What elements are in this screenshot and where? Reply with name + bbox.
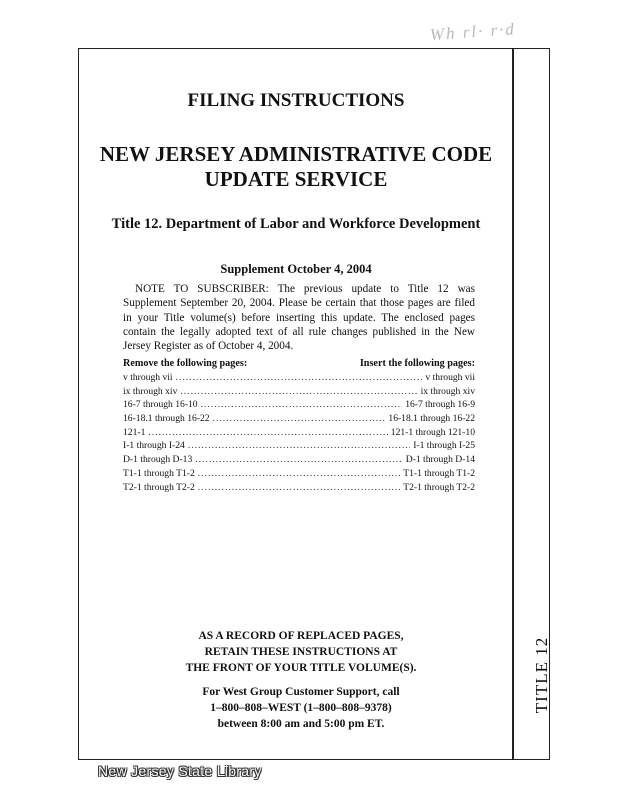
table-row [123, 482, 475, 496]
insert-pages: v through vii [425, 372, 475, 383]
handwritten-mark: Wh rl· r·d [429, 19, 517, 45]
insert-pages: T1-1 through T1-2 [403, 467, 475, 479]
table-row [123, 399, 475, 413]
remove-pages: v through vii [123, 372, 173, 383]
remove-pages: 16-7 through 16-10 [123, 399, 198, 411]
dot-leader [198, 482, 400, 493]
dot-leader [213, 413, 386, 424]
code-heading-line-1: NEW JERSEY ADMINISTRATIVE CODE [99, 142, 493, 166]
supplement-date: Supplement October 4, 2004 [220, 262, 372, 276]
insert-pages: 121-1 through 121-10 [390, 426, 475, 438]
table-row [123, 427, 475, 441]
insert-pages: T2-1 through T2-2 [403, 481, 475, 493]
table-row [123, 468, 475, 482]
library-stamp: New Jersey State Library [98, 763, 262, 779]
table-row [123, 386, 475, 400]
support-line: 1–800–808–WEST (1–800–808–9378) [210, 702, 392, 714]
support-line: For West Group Customer Support, call [202, 686, 400, 698]
table-row [123, 440, 475, 454]
remove-pages: T2-1 through T2-2 [123, 481, 195, 493]
dot-leader [195, 454, 402, 465]
dot-leader [198, 468, 400, 479]
table-row [123, 454, 475, 468]
title-tab-label: TITLE 12 [532, 636, 552, 714]
title-heading: Title 12. Department of Labor and Workforce Development [111, 216, 481, 232]
remove-column-header: Remove the following pages: [123, 358, 248, 369]
pages-table-header [123, 358, 475, 372]
support-line: between 8:00 am and 5:00 pm ET. [217, 718, 385, 730]
dot-leader [148, 427, 387, 438]
remove-pages: T1-1 through T1-2 [123, 467, 195, 479]
insert-column-header: Insert the following pages: [359, 358, 475, 369]
remove-pages: D-1 through D-13 [123, 454, 193, 466]
insert-pages: ix through xiv [420, 385, 475, 397]
table-row [123, 372, 475, 386]
record-line: THE FRONT OF YOUR TITLE VOLUME(S). [185, 662, 417, 674]
record-line: AS A RECORD OF REPLACED PAGES, [198, 630, 404, 642]
dot-leader [201, 399, 403, 410]
remove-pages: ix through xiv [123, 385, 178, 397]
dot-leader [180, 386, 417, 397]
insert-pages: 16-7 through 16-9 [405, 399, 475, 411]
title-tab [530, 600, 554, 750]
dot-leader [188, 440, 410, 451]
note-to-subscriber: NOTE TO SUBSCRIBER: The previous update to Title 12 was Supplement September 20, 2004. Please be certain that those pages are filed in your Title volume(s) before inserting this update. The enclosed pages contain the legally adopted text of all rule changes published in the New Jersey Register as of October 4, 2004. [123, 283, 475, 353]
pages-table [123, 358, 475, 495]
table-row [123, 413, 475, 427]
insert-pages: 16-18.1 through 16-22 [388, 413, 475, 425]
dot-leader [176, 372, 423, 383]
pages-table-rows [123, 372, 475, 495]
remove-pages: 121-1 [123, 426, 146, 438]
remove-pages: I-1 through I-24 [123, 440, 185, 452]
insert-pages: I-1 through I-25 [413, 440, 475, 452]
insert-pages: D-1 through D-14 [405, 454, 475, 466]
tab-divider-line [512, 48, 514, 760]
record-instructions [150, 628, 452, 676]
remove-pages: 16-18.1 through 16-22 [123, 413, 210, 425]
record-line: RETAIN THESE INSTRUCTIONS AT [204, 646, 398, 658]
code-heading [80, 142, 512, 192]
code-heading-line-2: UPDATE SERVICE [204, 167, 388, 191]
customer-support [150, 684, 452, 732]
filing-instructions-heading: FILING INSTRUCTIONS [187, 90, 405, 111]
